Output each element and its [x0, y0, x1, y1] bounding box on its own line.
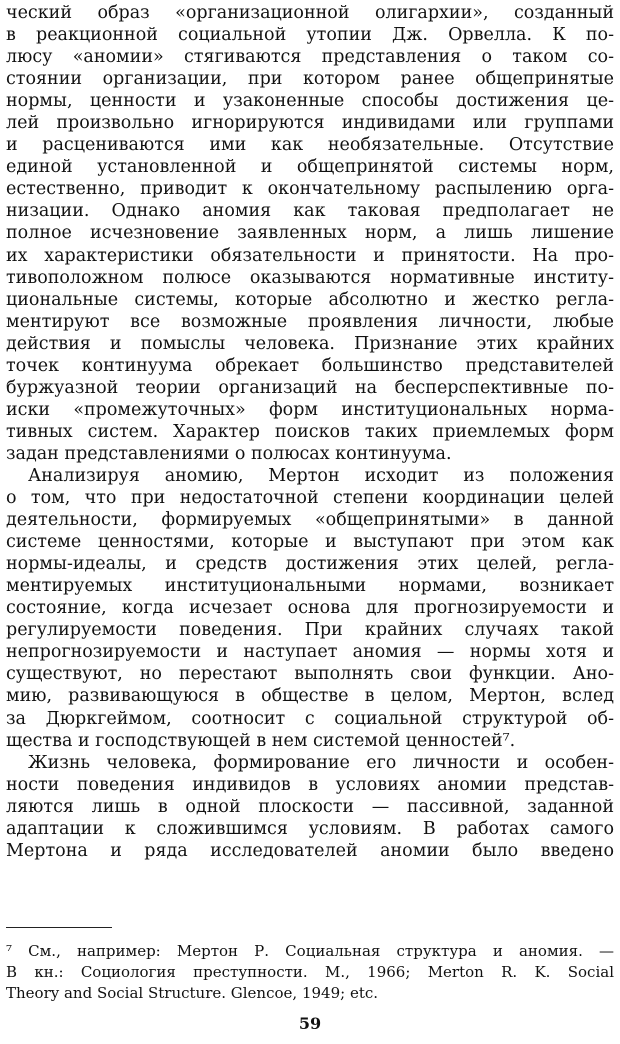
text-line: существуют, но перестают выполнять свои функции. Ано- — [6, 664, 614, 685]
paragraph-3 — [6, 752, 614, 862]
text-line: стоянии организации, при котором ранее общепринятые — [6, 69, 614, 90]
text-line: в реакционной социальной утопии Дж. Орвелла. К по- — [6, 25, 614, 46]
text-line: ментируют все возможные проявления личности, любые — [6, 311, 614, 332]
text-line: и расцениваются ими как необязательные. Отсутствие — [6, 135, 614, 156]
text-line: Жизнь человека, формирование его личности и особен- — [28, 752, 614, 773]
text-line: действия и помыслы человека. Признание этих крайних — [6, 333, 614, 354]
text-line: низации. Однако аномия как таковая предполагает не — [6, 201, 614, 222]
paragraph-1 — [6, 2, 614, 465]
text-line: естественно, приводит к окончательному распылению орга- — [6, 179, 614, 200]
text-line: непрогнозируемости и наступает аномия — нормы хотя и — [6, 642, 614, 663]
text-line: состояние, когда исчезает основа для прогнозируемости и — [6, 598, 614, 619]
text-line: единой установленной и общепринятой системы норм, — [6, 157, 614, 178]
text-line: ментируемых институциональными нормами, возникает — [6, 576, 614, 597]
text-line: ности поведения индивидов в условиях аномии представ- — [6, 774, 614, 795]
text-line: ляются лишь в одной плоскости — пассивной, заданной — [6, 796, 614, 817]
text-line: тивных систем. Характер поисков таких приемлемых форм — [6, 421, 614, 442]
text-line: люсу «аномии» стягиваются представления о таком со- — [6, 47, 614, 68]
text-line: ческий образ «организационной олигархии», созданный — [6, 3, 614, 23]
body-text — [6, 2, 614, 862]
footnote-line: ⁷ См., например: Мертон Р. Социальная структура и аномия. — — [6, 942, 614, 960]
text-line: тивоположном полюсе оказываются нормативные институ- — [6, 267, 614, 288]
text-line: циональные системы, которые абсолютно и жестко регла- — [6, 289, 614, 310]
footnote — [6, 941, 614, 1004]
text-line: их характеристики обязательности и принятости. На про- — [6, 245, 614, 266]
text-line: Мертона и ряда исследователей аномии было введено — [6, 840, 614, 861]
text-line: мию, развивающуюся в обществе в целом, Мертон, вслед — [6, 686, 614, 707]
text-line: нормы, ценности и узаконенные способы достижения це- — [6, 91, 614, 112]
footnote-line: Theory and Social Structure. Glencoe, 1949; etc. — [6, 984, 379, 1002]
text-line: системе ценностями, которые и выступают при этом как — [6, 532, 614, 553]
footnote-divider — [6, 927, 112, 928]
text-line: за Дюркгеймом, соотносит с социальной структурой об- — [6, 708, 614, 729]
text-line: полное исчезновение заявленных норм, а лишь лишение — [6, 223, 614, 244]
footnote-line: В кн.: Социология преступности. М., 1966; Merton R. K. Social — [6, 963, 614, 981]
text-line: иски «промежуточных» форм институциональных норма- — [6, 399, 614, 420]
text-line: адаптации к сложившимся условиям. В работах самого — [6, 818, 614, 839]
text-line: деятельности, формируемых «общепринятыми» в данной — [6, 510, 614, 531]
page-number: 59 — [298, 1014, 322, 1033]
text-line: буржуазной теории организаций на бесперспективные по- — [6, 377, 614, 398]
text-line: нормы-идеалы, и средств достижения этих целей, регла- — [6, 554, 614, 575]
text-line: о том, что при недостаточной степени координации целей — [6, 488, 614, 509]
paragraph-2 — [6, 465, 614, 752]
text-line: щества и господствующей в нем системой ценностей⁷. — [6, 730, 516, 751]
text-line: точек континуума обрекает большинство представителей — [6, 355, 614, 376]
text-line: лей произвольно игнорируются индивидами или группами — [6, 113, 614, 134]
text-line: задан представлениями о полюсах континуума. — [6, 443, 452, 464]
text-line: регулируемости поведения. При крайних случаях такой — [6, 620, 614, 641]
text-line: Анализируя аномию, Мертон исходит из положения — [28, 465, 614, 486]
